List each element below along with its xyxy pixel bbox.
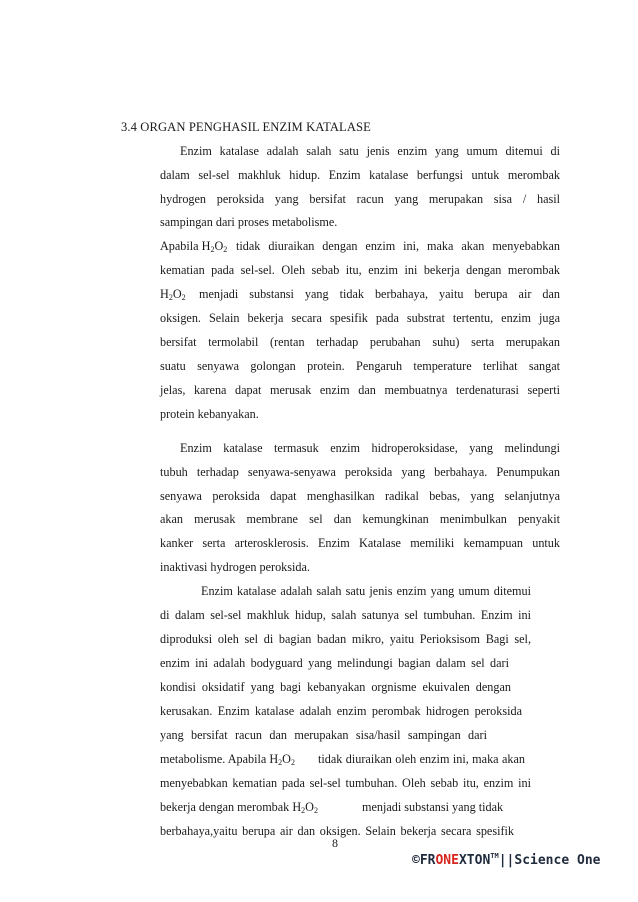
- subscript: 2: [168, 293, 173, 302]
- brand-text-highlight: ONE: [435, 853, 459, 868]
- subscript: 2: [290, 758, 295, 767]
- text-line: inaktivasi hydrogen peroksida.: [160, 560, 310, 574]
- subscript: 2: [278, 758, 283, 767]
- text-line: suatu senyawa golongan protein. Pengaruh temperature terlihat sangat: [160, 359, 560, 373]
- text-line: kanker serta arterosklerosis. Enzim Katalase memiliki kemampuan untuk: [160, 536, 560, 550]
- text-line: senyawa peroksida dapat menghasilkan radikal bebas, yang selanjutnya: [160, 489, 560, 503]
- subscript: 2: [181, 293, 186, 302]
- subscript: 2: [210, 245, 215, 254]
- text-line: Enzim katalase termasuk enzim hidroperoksidase, yang melindungi: [180, 441, 560, 455]
- text-line: kondisi oksidatif yang bagi kebanyakan orgnisme ekuivalen dengan: [160, 680, 511, 694]
- text-line: menjadi substansi yang tidak: [362, 800, 504, 814]
- subscript: 2: [301, 806, 306, 815]
- text-line: [160, 800, 318, 815]
- text-line: tubuh terhadap senyawa-senyawa peroksida yang berbahaya. Penumpukan: [160, 465, 560, 479]
- text-line: [160, 239, 227, 254]
- text-line: sampingan dari proses metabolisme.: [160, 215, 338, 229]
- oxygen-symbol: O: [282, 752, 291, 766]
- oxygen-symbol: O: [214, 239, 224, 253]
- text-line: yang bersifat racun dan merupakan sisa/hasil sampingan dari: [160, 728, 487, 742]
- brand-text-start: FR: [419, 853, 436, 868]
- text-line: hydrogen peroksida yang bersifat racun yang merupakan sisa / hasil: [160, 192, 560, 206]
- trademark-mark: TM: [490, 852, 499, 860]
- oxygen-symbol: O: [172, 287, 182, 301]
- footer-separator: ||: [498, 853, 515, 868]
- section-heading: 3.4 ORGAN PENGHASIL ENZIM KATALASE: [121, 120, 371, 134]
- text-line: [160, 287, 186, 302]
- text-line: kematian pada sel-sel. Oleh sebab itu, enzim ini bekerja dengan merombak: [160, 263, 560, 277]
- text-line: tidak diuraikan dengan enzim ini, maka akan menyebabkan: [236, 239, 560, 253]
- text-line: diproduksi oleh sel di bagian badan mikro, yaitu Perioksisom Bagi sel,: [160, 632, 531, 646]
- text-line: menjadi substansi yang tidak berbahaya, yaitu berupa air dan: [199, 287, 560, 301]
- text-line: menyebabkan kematian pada sel-sel tumbuhan. Oleh sebab itu, enzim ini: [160, 776, 531, 790]
- copyright-symbol: ©: [412, 853, 420, 868]
- h2o2-prefix: bekerja dengan merombak H: [160, 800, 302, 814]
- text-line: protein kebanyakan.: [160, 407, 259, 421]
- footer-suffix: Science One: [514, 853, 601, 868]
- text-line: tidak diuraikan oleh enzim ini, maka akan: [318, 752, 525, 766]
- text-line: berbahaya,yaitu berupa air dan oksigen. Selain bekerja secara spesifik: [160, 824, 514, 838]
- h2o2-prefix: metabolisme. Apabila H: [160, 752, 279, 766]
- text-line: dalam sel-sel makhluk hidup. Enzim katalase berfungsi untuk merombak: [160, 168, 560, 182]
- text-line: di dalam sel-sel makhluk hidup, salah satunya sel tumbuhan. Enzim ini: [160, 608, 531, 622]
- subscript: 2: [313, 806, 318, 815]
- text-line: kerusakan. Enzim katalase adalah enzim perombak hidrogen peroksida: [160, 704, 522, 718]
- text-line: Enzim katalase adalah salah satu jenis enzim yang umum ditemui di: [180, 144, 560, 158]
- text-line: bersifat termolabil (rentan terhadap perubahan suhu) serta merupakan: [160, 335, 560, 349]
- brand-text-end: XTON: [458, 853, 491, 868]
- text-line: akan merusak membrane sel dan kemungkinan menimbulkan penyakit: [160, 512, 560, 526]
- text-line: Enzim katalase adalah salah satu jenis enzim yang umum ditemui: [201, 584, 531, 598]
- text-line: enzim ini adalah bodyguard yang melindungi bagian dalam sel dari: [160, 656, 509, 670]
- h2o2-prefix: Apabila H: [160, 239, 211, 253]
- oxygen-symbol: O: [305, 800, 314, 814]
- subscript: 2: [223, 245, 228, 254]
- text-line: oksigen. Selain bekerja secara spesifik pada substrat tertentu, enzim juga: [160, 311, 560, 325]
- footer-brand: [412, 852, 600, 868]
- hydrogen-symbol: H: [160, 287, 169, 301]
- text-line: jelas, karena dapat merusak enzim dan membuatnya terdenaturasi seperti: [160, 383, 560, 397]
- page-number: 8: [332, 836, 338, 850]
- text-line: [160, 752, 295, 767]
